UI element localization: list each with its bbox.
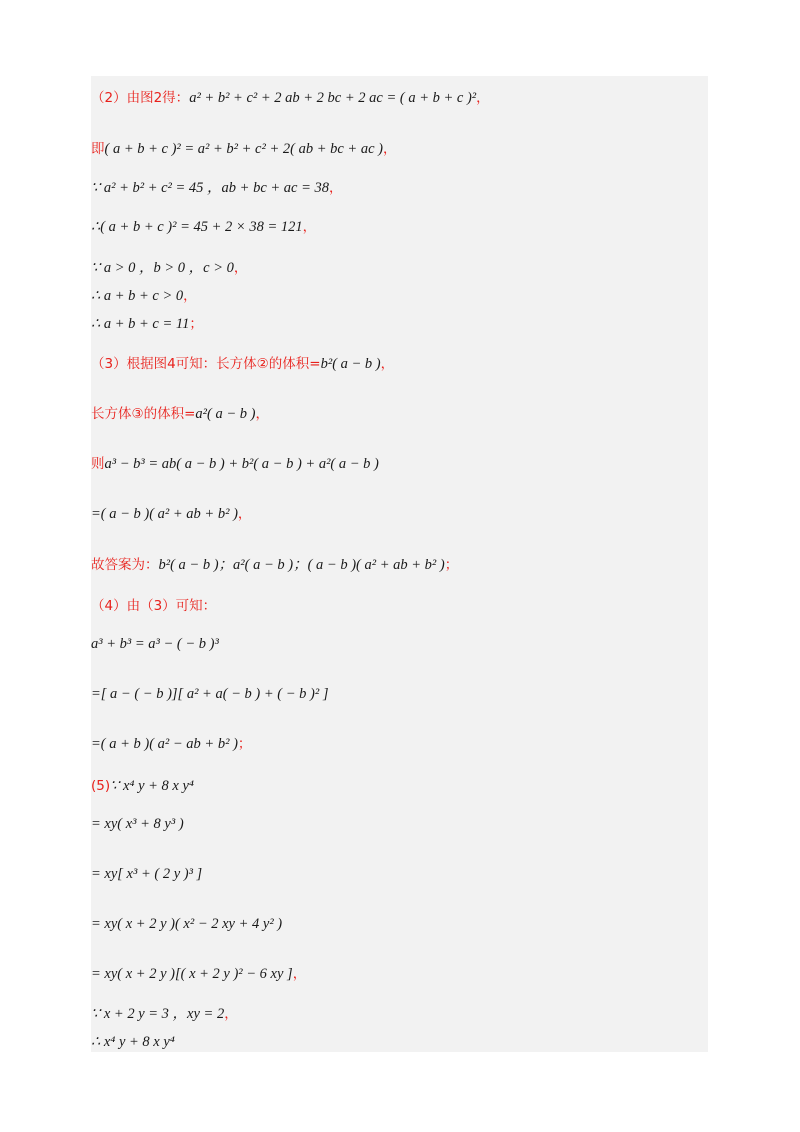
line-math: ∵ x + 2 y = 3 ，xy = 2 <box>91 1006 225 1022</box>
line-tail: ， <box>476 90 490 106</box>
line-tail: ， <box>224 1006 238 1022</box>
solution-line <box>91 354 394 374</box>
line-math: =( a − b )( a² + ab + b² ) <box>91 506 238 522</box>
line-math: = xy( x + 2 y )[( x + 2 y )² − 6 xy ] <box>91 966 293 982</box>
line-math: a² + b² + c² + 2 ab + 2 bc + 2 ac = ( a + b + c )² <box>189 90 477 106</box>
solution-line <box>91 217 316 237</box>
line-math: = xy( x + 2 y )( x² − 2 xy + 4 y² ) <box>91 916 283 932</box>
line-math: b²( a − b ) <box>320 356 381 372</box>
line-label: 长方体③的体积= <box>91 406 196 422</box>
line-math: = xy( x³ + 8 y³ ) <box>91 816 184 832</box>
line-tail: ， <box>237 506 252 522</box>
line-label: （2）由图2得： <box>91 90 190 106</box>
line-math: ∴ a + b + c > 0 <box>91 288 184 304</box>
solution-line <box>91 88 490 108</box>
line-math: ∴ a + b + c = 11 <box>91 316 190 332</box>
solution-line <box>91 864 202 884</box>
solution-line <box>91 634 219 654</box>
line-tail: ； <box>444 557 459 573</box>
solution-line <box>91 258 247 278</box>
line-label: 即 <box>91 141 105 157</box>
solution-line <box>91 555 458 575</box>
solution-line <box>91 286 197 306</box>
solution-line <box>91 964 306 984</box>
solution-line <box>91 139 396 159</box>
solution-line <box>91 776 194 796</box>
solution-line <box>91 914 282 934</box>
line-label: (5) <box>91 778 111 794</box>
line-label: （3）根据图4可知：长方体②的体积= <box>91 356 321 372</box>
line-math: a³ − b³ = ab( a − b ) + b²( a − b ) + a²( a − b ) <box>104 456 379 472</box>
solution-line <box>91 454 379 474</box>
line-math: =[ a − ( − b )][ a² + a( − b ) + ( − b )² ] <box>91 686 329 702</box>
line-tail: ， <box>382 141 397 157</box>
line-math: ∴( a + b + c )² = 45 + 2 × 38 = 121 <box>91 219 303 235</box>
line-math: ∴ x⁴ y + 8 x y⁴ <box>91 1034 175 1050</box>
line-math: a²( a − b ) <box>195 406 256 422</box>
solution-line <box>91 1032 175 1052</box>
line-math: ∵ x⁴ y + 8 x y⁴ <box>110 778 194 794</box>
solution-line <box>91 178 343 198</box>
solution-line <box>91 734 251 754</box>
solution-line <box>91 1004 238 1024</box>
solution-line <box>91 684 328 704</box>
solution-line <box>91 314 203 334</box>
solution-line <box>91 404 269 424</box>
line-tail: ； <box>189 316 203 332</box>
line-math: =( a + b )( a² − ab + b² ) <box>91 736 238 752</box>
line-tail: ， <box>233 260 248 276</box>
line-math: ∵ a² + b² + c² = 45 ，ab + bc + ac = 38 <box>91 180 330 196</box>
solution-line <box>91 814 184 834</box>
line-math: b²( a − b )；a²( a − b )；( a − b )( a² + ab + b² ) <box>158 557 445 573</box>
line-math: = xy[ x³ + ( 2 y )³ ] <box>91 866 203 882</box>
line-tail: ， <box>380 356 395 372</box>
line-tail: ； <box>237 736 252 752</box>
line-tail: ， <box>255 406 269 422</box>
line-tail: ， <box>302 219 317 235</box>
line-label: （4）由（3）可知： <box>91 598 217 614</box>
line-tail: ， <box>329 180 343 196</box>
line-math: ( a + b + c )² = a² + b² + c² + 2( ab + bc + ac ) <box>104 141 383 157</box>
line-math: a³ + b³ = a³ − ( − b )³ <box>91 636 219 652</box>
solution-line <box>91 504 251 524</box>
solution-line <box>91 596 216 616</box>
line-math: ∵ a > 0 ，b > 0 ，c > 0 <box>91 260 234 276</box>
line-tail: ， <box>183 288 197 304</box>
line-tail: ， <box>292 966 307 982</box>
line-label: 则 <box>91 456 105 472</box>
line-label: 故答案为： <box>91 557 159 573</box>
